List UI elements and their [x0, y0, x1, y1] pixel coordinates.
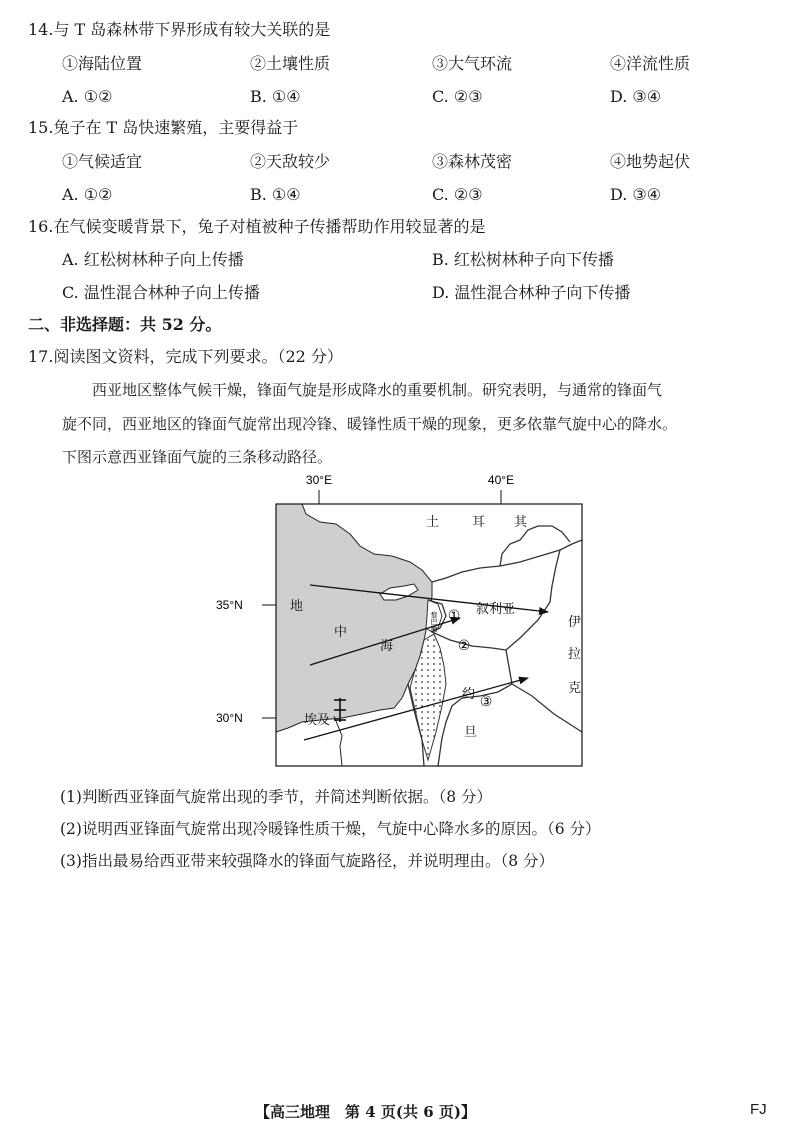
q14-choice-d: D. ③④: [610, 87, 662, 106]
q14-choice-a: A. ①②: [62, 87, 113, 106]
q16-choice-a: A. 红松树林种子向上传播: [62, 250, 244, 269]
q14-item-4: ④洋流性质: [610, 54, 691, 73]
q14-item-3: ③大气环流: [432, 54, 513, 73]
q15-choice-b: B. ①④: [250, 185, 301, 204]
q17-stem: 17.阅读图文资料，完成下列要求。（22 分）: [28, 347, 343, 366]
lon-label-30e: 30°E: [305, 473, 333, 487]
route-label-2: ②: [457, 638, 471, 654]
label-turkey-2: 耳: [472, 515, 486, 530]
q17-paragraph-line-3: 下图示意西亚锋面气旋的三条移动路径。: [62, 448, 333, 466]
footer-region-code: FJ: [750, 1101, 767, 1118]
label-jordan-2: 旦: [464, 725, 478, 740]
q15-item-1: ①气候适宜: [62, 152, 143, 171]
q16-choice-c: C. 温性混合林种子向上传播: [62, 283, 260, 302]
q17-paragraph-line-2: 旋不同，西亚地区的锋面气旋常出现冷锋、暖锋性质干燥的现象，更多依靠气旋中心的降水。: [62, 415, 678, 433]
q16-choice-d: D. 温性混合林种子向下传播: [432, 283, 631, 302]
lon-label-40e: 40°E: [487, 473, 515, 487]
q15-item-4: ④地势起伏: [610, 152, 691, 171]
q15-item-2: ②天敌较少: [250, 152, 331, 171]
west-asia-cyclone-map: [210, 470, 590, 770]
footer-page-info: 【高三地理 第 4 页(共 6 页)】: [255, 1103, 476, 1121]
q14-choice-c: C. ②③: [432, 87, 483, 106]
q16-stem: 16.在气候变暖背景下，兔子对植被种子传播帮助作用较显著的是: [28, 217, 486, 236]
label-sea-3: 海: [380, 639, 394, 654]
q17-paragraph-line-1: 西亚地区整体气候干燥，锋面气旋是形成降水的重要机制。研究表明，与通常的锋面气: [92, 381, 663, 399]
label-iraq-3: 克: [568, 681, 582, 696]
q15-choice-d: D. ③④: [610, 185, 662, 204]
q14-choice-b: B. ①④: [250, 87, 301, 106]
label-lebanon: 黎巴嫩: [430, 611, 438, 633]
section-title: 二、非选择题：共 52 分。: [28, 315, 222, 334]
label-egypt: 埃及: [304, 713, 331, 728]
label-iraq-1: 伊: [568, 615, 582, 630]
q14-stem: 14.与 T 岛森林带下界形成有较大关联的是: [28, 20, 331, 39]
label-turkey-1: 土: [426, 515, 440, 530]
route-label-1: ①: [447, 608, 461, 624]
lat-label-30n: 30°N: [216, 711, 243, 725]
q17-sub-3: (3)指出最易给西亚带来较强降水的锋面气旋路径，并说明理由。（8 分）: [60, 852, 554, 870]
q15-stem: 15.兔子在 T 岛快速繁殖，主要得益于: [28, 118, 299, 137]
route-label-3: ③: [479, 694, 493, 710]
q15-item-3: ③森林茂密: [432, 152, 513, 171]
q14-item-1: ①海陆位置: [62, 54, 143, 73]
label-syria: 叙利亚: [476, 602, 516, 617]
label-jordan-1: 约: [462, 687, 476, 702]
label-iraq-2: 拉: [568, 647, 582, 662]
label-turkey-3: 其: [514, 515, 528, 530]
q14-item-2: ②土壤性质: [250, 54, 331, 73]
q15-choice-c: C. ②③: [432, 185, 483, 204]
q17-sub-1: (1)判断西亚锋面气旋常出现的季节，并简述判断依据。（8 分）: [60, 788, 492, 806]
lat-label-35n: 35°N: [216, 598, 243, 612]
q17-sub-2: (2)说明西亚锋面气旋常出现冷暖锋性质干燥，气旋中心降水多的原因。（6 分）: [60, 820, 601, 838]
label-sea-1: 地: [290, 599, 304, 614]
label-sea-2: 中: [334, 625, 348, 640]
q15-choice-a: A. ①②: [62, 185, 113, 204]
q16-choice-b: B. 红松树林种子向下传播: [432, 250, 614, 269]
